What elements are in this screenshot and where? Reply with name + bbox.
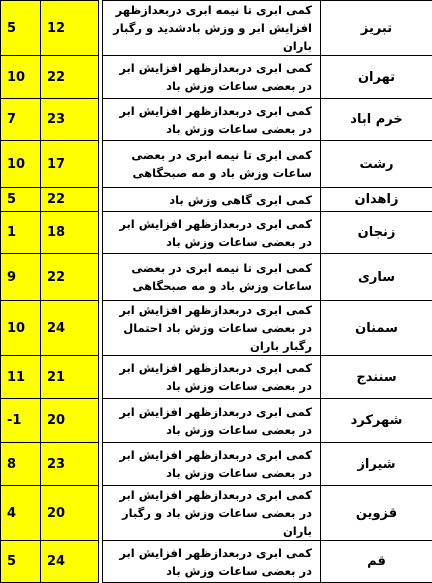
table-row: [1, 1, 432, 56]
min-temp: 5: [1, 1, 41, 56]
table-row: [1, 399, 432, 443]
min-temp: 5: [1, 541, 41, 583]
min-temp: 7: [1, 99, 41, 141]
max-temp: 17: [41, 141, 99, 188]
city-name: ساری: [321, 254, 432, 301]
max-temp: 22: [41, 254, 99, 301]
city-name: رشت: [321, 141, 432, 188]
min-temp: 5: [1, 188, 41, 212]
city-name: شهرکرد: [321, 399, 432, 443]
min-temp: -1: [1, 399, 41, 443]
max-temp: 20: [41, 399, 99, 443]
city-name: قم: [321, 541, 432, 583]
min-temp: 8: [1, 443, 41, 486]
max-temp: 22: [41, 56, 99, 99]
city-name: سمنان: [321, 301, 432, 356]
forecast-description: کمی ابری دربعدازظهر افزایش ابر در بعضی ساعات وزش باد: [103, 443, 321, 486]
table-row: [1, 188, 432, 212]
city-name: زنجان: [321, 212, 432, 254]
forecast-description: کمی ابری دربعدازظهر افزایش ابر در بعضی ساعات وزش باد: [103, 212, 321, 254]
forecast-description: کمی ابری دربعدازظهر افزایش ابر در بعضی ساعات وزش باد: [103, 99, 321, 141]
forecast-description: کمی ابری دربعدازظهر افزایش ابر در بعضی ساعات وزش باد و رگبار باران: [103, 486, 321, 541]
min-temp: 1: [1, 212, 41, 254]
city-name: سنندج: [321, 356, 432, 399]
forecast-description: کمی ابری دربعدازظهر افزایش ابر در بعضی ساعات وزش باد: [103, 399, 321, 443]
min-temp: 10: [1, 301, 41, 356]
min-temp: 10: [1, 56, 41, 99]
min-temp: 10: [1, 141, 41, 188]
table-row: [1, 443, 432, 486]
city-name: خرم اباد: [321, 99, 432, 141]
table-row: [1, 356, 432, 399]
table-row: [1, 541, 432, 583]
forecast-description: کمی ابری تا نیمه ابری در بعضی ساعات وزش باد و مه صبحگاهی: [103, 141, 321, 188]
city-name: قزوین: [321, 486, 432, 541]
min-temp: 4: [1, 486, 41, 541]
max-temp: 21: [41, 356, 99, 399]
min-temp: 11: [1, 356, 41, 399]
max-temp: 22: [41, 188, 99, 212]
max-temp: 24: [41, 301, 99, 356]
max-temp: 23: [41, 443, 99, 486]
max-temp: 18: [41, 212, 99, 254]
city-name: تهران: [321, 56, 432, 99]
forecast-description: کمی ابری دربعدازظهر افزایش ابر در بعضی ساعات وزش باد احتمال رگبار باران: [103, 301, 321, 356]
forecast-description: کمی ابری دربعدازظهر افزایش ابر در بعضی ساعات وزش باد: [103, 541, 321, 583]
forecast-description: کمی ابری تا نیمه ابری در بعضی ساعات وزش باد و مه صبحگاهی: [103, 254, 321, 301]
table-row: [1, 212, 432, 254]
table-row: [1, 56, 432, 99]
forecast-description: کمی ابری دربعدازظهر افزایش ابر در بعضی ساعات وزش باد: [103, 56, 321, 99]
table-row: [1, 254, 432, 301]
city-name: زاهدان: [321, 188, 432, 212]
max-temp: 24: [41, 541, 99, 583]
max-temp: 12: [41, 1, 99, 56]
table-row: [1, 301, 432, 356]
max-temp: 23: [41, 99, 99, 141]
table-row: [1, 99, 432, 141]
forecast-description: کمی ابری دربعدازظهر افزایش ابر در بعضی ساعات وزش باد: [103, 356, 321, 399]
table-row: [1, 141, 432, 188]
city-name: شیراز: [321, 443, 432, 486]
min-temp: 9: [1, 254, 41, 301]
table-row: [1, 486, 432, 541]
city-name: تبریز: [321, 1, 432, 56]
max-temp: 20: [41, 486, 99, 541]
forecast-description: کمی ابری گاهی وزش باد: [103, 188, 321, 212]
forecast-description: کمی ابری تا نیمه ابری دربعدازظهر افزایش ابر و وزش بادشدید و رگبار باران: [103, 1, 321, 56]
